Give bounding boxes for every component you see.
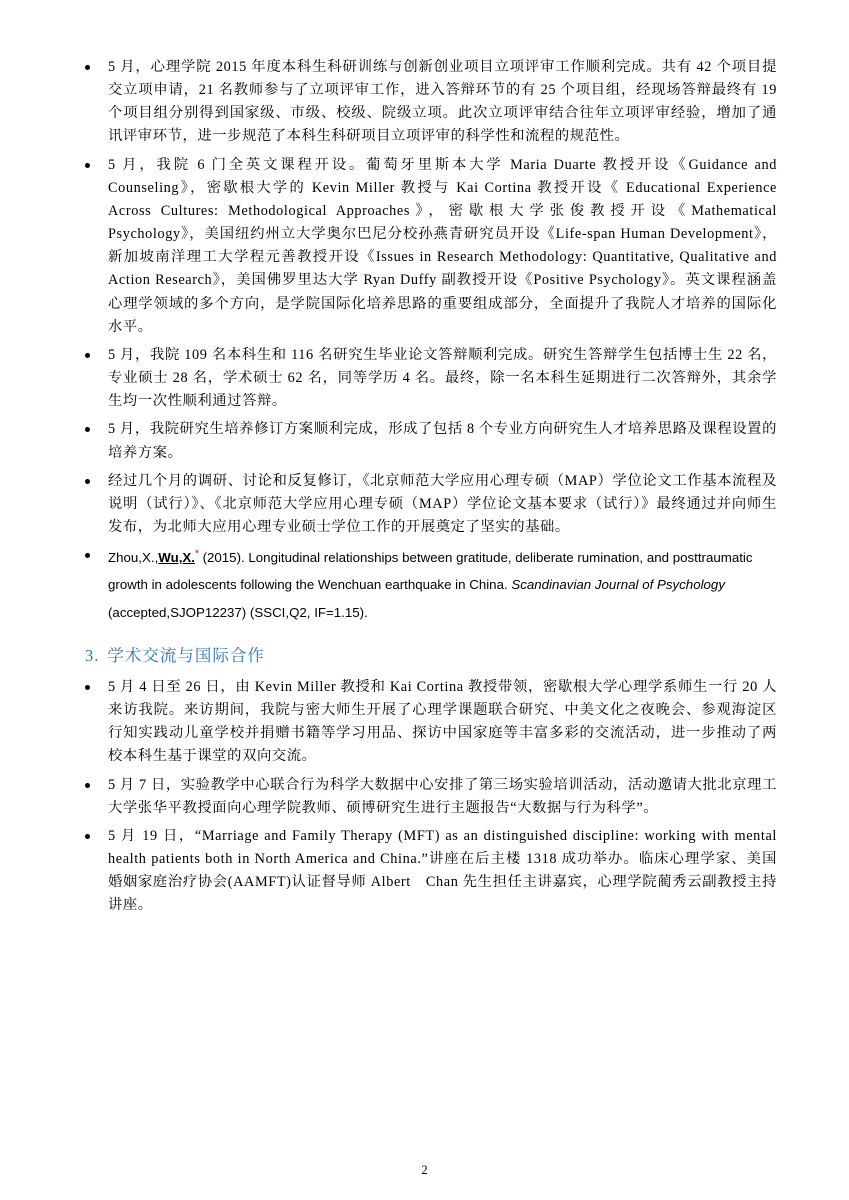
reference-author-highlight: Wu,X.: [158, 550, 195, 566]
list-item: 经过几个月的调研、讨论和反复修订，《北京师范大学应用心理专硕（MAP）学位论文工作基本流程及说明（试行）》、《北京师范大学应用心理专硕（MAP）学位论文基本要求（试行）》最终通过并向师生发布，为北师大应用心理专业硕士学位工作的开展奠定了坚实的基础。: [72, 470, 777, 539]
reference-body-after-journal: (accepted,SJOP12237) (SSCI,Q2, IF=1.15).: [108, 604, 368, 620]
reference-author-star: *: [194, 548, 199, 560]
section-number: 3.: [85, 645, 100, 665]
list-item: 5 月，我院研究生培养修订方案顺利完成，形成了包括 8 个专业方向研究生人才培养思路及课程设置的培养方案。: [72, 418, 777, 464]
reference-list-item: [72, 544, 777, 626]
reference-journal-name: Scandinavian Journal of Psychology: [511, 577, 725, 593]
section-title: 学术交流与国际合作: [107, 646, 265, 665]
reference-body-before-journal: (2015). Longitudinal relationships between gratitude, deliberate rumination, and posttraumatic growth in adolescents following the Wenchuan earthquake in China.: [108, 550, 753, 593]
page-number: 2: [421, 1163, 428, 1177]
list-item: 5 月，我院 6 门全英文课程开设。葡萄牙里斯本大学 Maria Duarte 教授开设《Guidance and Counseling》，密歇根大学的 Kevin Miller 教授与 Kai Cortina 教授开设《 Educational Experience Across Cultures: Methodological Approaches》，密歇根大学张俊教授开设《Mathematical Psychology》，美国纽约州立大学奥尔巴尼分校孙燕青研究员开设《Life-span Human Development》，新加坡南洋理工大学程元善教授开设《Issues in Research Methodology: Quantitative, Qualitative and Action Research》，美国佛罗里达大学 Ryan Duffy 副教授开设《Positive Psychology》。英文课程涵盖心理学领域的多个方向，是学院国际化培养思路的重要组成部分，全面提升了我院人才培养的国际化水平。: [72, 154, 777, 339]
list-item: 5 月 7 日，实验教学中心联合行为科学大数据中心安排了第三场实验培训活动，活动邀请大批北京理工大学张华平教授面向心理学院教师、硕博研究生进行主题报告“大数据与行为科学”。: [72, 774, 777, 820]
section-bullet-list: [72, 676, 777, 918]
list-item: 5 月，我院 109 名本科生和 116 名研究生毕业论文答辩顺利完成。研究生答辩学生包括博士生 22 名，专业硕士 28 名，学术硕士 62 名，同等学历 4 名。最终，除一名本科生延期进行二次答辩外，其余学生均一次性顺利通过答辩。: [72, 344, 777, 413]
list-item: 5 月，心理学院 2015 年度本科生科研训练与创新创业项目立项评审工作顺利完成。共有 42 个项目提交立项申请，21 名教师参与了立项评审工作，进入答辩环节的有 25 个项目组，经现场答辩最终有 19 个项目组分别得到国家级、市级、校级、院级立项。此次立项评审结合往年立项评审经验，增加了通讯评审环节，进一步规范了本科生科研项目立项评审的科学性和流程的规范性。: [72, 56, 777, 149]
section-heading: [85, 642, 777, 666]
reference-author-prefix: Zhou,X.,: [108, 550, 159, 566]
top-bullet-list: [72, 56, 777, 626]
list-item: 5 月 4 日至 26 日，由 Kevin Miller 教授和 Kai Cortina 教授带领，密歇根大学心理学系师生一行 20 人来访我院。来访期间，我院与密大师生开展了心理学课题联合研究、中美文化之夜晚会、参观海淀区行知实践动儿童学校并捐赠书籍等学习用品、探访中国家庭等丰富多彩的交流活动，进一步推动了两校本科生基于课堂的双向交流。: [72, 676, 777, 769]
list-item: 5 月 19 日，“Marriage and Family Therapy (MFT) as an distinguished discipline: working with mental health patients both in North America and China.”讲座在后主楼 1318 成功举办。临床心理学家、美国婚姻家庭治疗协会(AAMFT)认证督导师 Albert Chan 先生担任主讲嘉宾，心理学院蔺秀云副教授主持讲座。: [72, 825, 777, 918]
